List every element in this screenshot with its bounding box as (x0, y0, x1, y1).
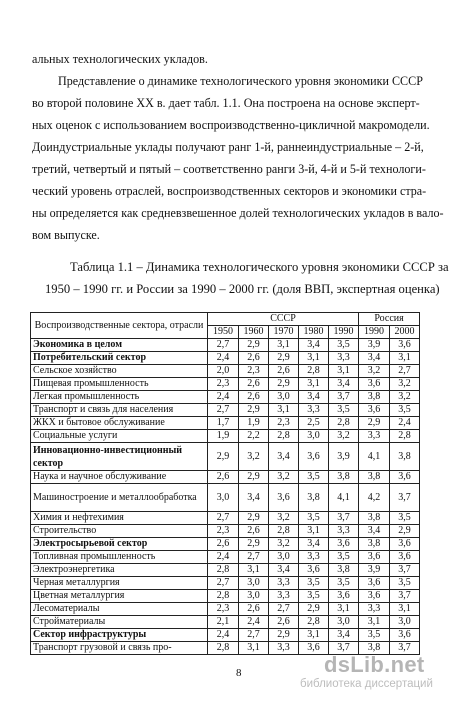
value-cell: 3,4 (269, 443, 299, 471)
sector-name-cell: Строительство (31, 525, 208, 538)
value-cell: 3,6 (359, 577, 390, 590)
value-cell: 3,1 (390, 603, 420, 616)
value-cell: 3,0 (239, 577, 269, 590)
value-cell: 2,3 (239, 365, 269, 378)
value-cell: 3,0 (329, 616, 359, 629)
value-cell: 3,2 (359, 365, 390, 378)
value-cell: 4,2 (359, 484, 390, 512)
value-cell: 2,8 (299, 616, 329, 629)
value-cell: 3,3 (269, 590, 299, 603)
year-header: 1990 (359, 326, 390, 339)
value-cell: 3,5 (359, 629, 390, 642)
value-cell: 3,5 (299, 590, 329, 603)
value-cell: 3,3 (299, 551, 329, 564)
value-cell: 3,6 (359, 378, 390, 391)
sector-name-cell: Наука и научное обслуживание (31, 471, 208, 484)
value-cell: 3,4 (329, 378, 359, 391)
value-cell: 2,9 (269, 629, 299, 642)
value-cell: 3,4 (299, 538, 329, 551)
table-row (31, 512, 420, 525)
value-cell: 3,5 (329, 551, 359, 564)
value-cell: 3,8 (299, 484, 329, 512)
value-cell: 4,1 (359, 443, 390, 471)
value-cell: 3,1 (359, 616, 390, 629)
year-header: 1990 (329, 326, 359, 339)
value-cell: 2,7 (208, 512, 239, 525)
table-row (31, 603, 420, 616)
year-header: 1950 (208, 326, 239, 339)
value-cell: 2,4 (208, 551, 239, 564)
value-cell: 2,8 (329, 417, 359, 430)
value-cell: 2,7 (390, 365, 420, 378)
table-row (31, 339, 420, 352)
table-row (31, 616, 420, 629)
value-cell: 3,1 (299, 629, 329, 642)
value-cell: 3,8 (359, 538, 390, 551)
value-cell: 2,6 (239, 391, 269, 404)
value-cell: 2,6 (269, 616, 299, 629)
sector-name-cell: Легкая промышленность (31, 391, 208, 404)
value-cell: 3,1 (299, 525, 329, 538)
year-header: 1960 (239, 326, 269, 339)
value-cell: 2,9 (390, 525, 420, 538)
value-cell: 3,5 (390, 404, 420, 417)
value-cell: 2,8 (208, 642, 239, 655)
value-cell: 2,9 (239, 538, 269, 551)
table-row (31, 404, 420, 417)
table-caption-line-1: Таблица 1.1 – Динамика технологического уровня экономики СССР за (70, 260, 449, 274)
year-header: 1980 (299, 326, 329, 339)
sector-name-cell: Экономика в целом (31, 339, 208, 352)
value-cell: 3,1 (269, 404, 299, 417)
value-cell: 2,9 (239, 339, 269, 352)
value-cell: 3,8 (359, 471, 390, 484)
table-row (31, 443, 420, 471)
sector-name-cell: Электросырьевой сектор (31, 538, 208, 551)
value-cell: 1,7 (208, 417, 239, 430)
technology-level-table (30, 312, 420, 655)
value-cell: 3,9 (329, 443, 359, 471)
sector-name-cell: Пищевая промышленность (31, 378, 208, 391)
value-cell: 2,7 (208, 577, 239, 590)
value-cell: 3,5 (390, 512, 420, 525)
value-cell: 2,9 (208, 443, 239, 471)
value-cell: 3,6 (390, 551, 420, 564)
table-row (31, 577, 420, 590)
text-line: вом выпуске. (32, 228, 100, 242)
value-cell: 3,5 (329, 339, 359, 352)
value-cell: 2,8 (269, 525, 299, 538)
value-cell: 2,8 (299, 365, 329, 378)
value-cell: 3,6 (390, 629, 420, 642)
sector-name-cell: Инновационно-инвестиционный сектор (31, 443, 208, 471)
value-cell: 3,7 (390, 484, 420, 512)
table-row (31, 525, 420, 538)
value-cell: 2,7 (208, 404, 239, 417)
value-cell: 2,6 (208, 471, 239, 484)
table-row (31, 378, 420, 391)
sector-name-cell: Лесоматериалы (31, 603, 208, 616)
text-line: ны определяется как средневзвешенное долей технологических укладов в вало- (32, 206, 444, 220)
table-row (31, 430, 420, 443)
value-cell: 2,4 (239, 616, 269, 629)
value-cell: 3,7 (390, 590, 420, 603)
value-cell: 3,6 (359, 590, 390, 603)
value-cell: 3,1 (239, 564, 269, 577)
ussr-group-header: СССР (208, 313, 359, 326)
value-cell: 3,2 (269, 512, 299, 525)
value-cell: 2,4 (390, 417, 420, 430)
value-cell: 3,7 (390, 564, 420, 577)
value-cell: 4,1 (329, 484, 359, 512)
value-cell: 2,7 (208, 339, 239, 352)
sector-name-cell: ЖКХ и бытовое обслуживание (31, 417, 208, 430)
page-number: 8 (236, 667, 242, 679)
sector-name-cell: Социальные услуги (31, 430, 208, 443)
sector-name-cell: Машиностроение и металлообработка (31, 484, 208, 512)
value-cell: 2,1 (208, 616, 239, 629)
value-cell: 2,4 (208, 629, 239, 642)
value-cell: 3,1 (329, 603, 359, 616)
value-cell: 3,4 (269, 564, 299, 577)
sector-name-cell: Стройматериалы (31, 616, 208, 629)
value-cell: 2,7 (269, 603, 299, 616)
value-cell: 2,6 (239, 525, 269, 538)
value-cell: 3,2 (269, 538, 299, 551)
value-cell: 3,0 (269, 551, 299, 564)
value-cell: 2,8 (208, 564, 239, 577)
value-cell: 3,5 (299, 512, 329, 525)
value-cell: 3,4 (359, 525, 390, 538)
value-cell: 3,4 (359, 352, 390, 365)
text-line: альных технологических укладов. (32, 52, 208, 66)
value-cell: 3,3 (269, 642, 299, 655)
value-cell: 2,3 (269, 417, 299, 430)
watermark-logo: dsLib.net (324, 652, 425, 677)
watermark-tagline: библиотека диссертаций (300, 678, 433, 690)
value-cell: 3,2 (390, 378, 420, 391)
text-line: ных оценок с использованием воспроизводственно-цикличной макромодели. (32, 118, 430, 132)
value-cell: 3,6 (390, 471, 420, 484)
value-cell: 3,8 (329, 564, 359, 577)
table-row (31, 629, 420, 642)
table-caption-line-2: 1950 – 1990 гг. и России за 1990 – 2000 гг. (доля ВВП, экспертная оценка) (45, 282, 440, 296)
value-cell: 3,1 (390, 352, 420, 365)
value-cell: 3,5 (329, 404, 359, 417)
value-cell: 2,4 (208, 391, 239, 404)
value-cell: 3,1 (299, 378, 329, 391)
value-cell: 3,0 (299, 430, 329, 443)
value-cell: 3,2 (269, 471, 299, 484)
value-cell: 3,1 (269, 339, 299, 352)
value-cell: 3,4 (299, 339, 329, 352)
value-cell: 3,0 (208, 484, 239, 512)
text-line: Доиндустриальные уклады получают ранг 1-й, раннеиндустриальные – 2-й, (32, 140, 424, 154)
value-cell: 2,4 (208, 352, 239, 365)
table-row (31, 538, 420, 551)
value-cell: 3,4 (329, 629, 359, 642)
table-row (31, 471, 420, 484)
value-cell: 3,5 (299, 577, 329, 590)
value-cell: 2,7 (239, 551, 269, 564)
value-cell: 3,9 (359, 564, 390, 577)
table-row (31, 352, 420, 365)
value-cell: 2,5 (299, 417, 329, 430)
value-cell: 3,8 (359, 512, 390, 525)
sector-column-header: Воспроизводственные сектора, отрасли (31, 313, 208, 339)
value-cell: 3,3 (329, 352, 359, 365)
value-cell: 3,6 (329, 538, 359, 551)
table-row (31, 484, 420, 512)
sector-name-cell: Сельское хозяйство (31, 365, 208, 378)
value-cell: 3,6 (359, 404, 390, 417)
value-cell: 3,6 (329, 590, 359, 603)
value-cell: 3,6 (359, 551, 390, 564)
sector-name-cell: Электроэнергетика (31, 564, 208, 577)
value-cell: 2,9 (239, 512, 269, 525)
value-cell: 3,4 (299, 391, 329, 404)
value-cell: 2,8 (269, 430, 299, 443)
value-cell: 3,3 (299, 404, 329, 417)
russia-group-header: Россия (359, 313, 420, 326)
value-cell: 3,1 (329, 365, 359, 378)
value-cell: 2,8 (390, 430, 420, 443)
table-row (31, 365, 420, 378)
text-line: ческий уровень отраслей, воспроизводственных секторов и экономики стра- (32, 184, 427, 198)
value-cell: 3,9 (359, 339, 390, 352)
value-cell: 2,3 (208, 378, 239, 391)
value-cell: 3,5 (329, 577, 359, 590)
value-cell: 3,6 (390, 339, 420, 352)
value-cell: 3,2 (390, 391, 420, 404)
sector-name-cell: Транспорт и связь для населения (31, 404, 208, 417)
value-cell: 1,9 (208, 430, 239, 443)
value-cell: 3,6 (390, 538, 420, 551)
value-cell: 3,7 (390, 642, 420, 655)
table-row (31, 564, 420, 577)
value-cell: 3,6 (299, 443, 329, 471)
value-cell: 2,6 (269, 365, 299, 378)
text-line: третий, четвертый и пятый – соответственно ранги 3-й, 4-й и 5-й технологи- (32, 162, 426, 176)
sector-name-cell: Химия и нефтехимия (31, 512, 208, 525)
value-cell: 3,2 (239, 443, 269, 471)
value-cell: 2,2 (239, 430, 269, 443)
value-cell: 3,1 (299, 352, 329, 365)
value-cell: 3,7 (329, 391, 359, 404)
value-cell: 3,6 (299, 642, 329, 655)
value-cell: 3,8 (390, 443, 420, 471)
value-cell: 3,6 (269, 484, 299, 512)
table-row (31, 551, 420, 564)
value-cell: 3,3 (359, 603, 390, 616)
value-cell: 2,6 (239, 378, 269, 391)
value-cell: 2,3 (208, 525, 239, 538)
value-cell: 3,3 (359, 430, 390, 443)
table-row (31, 391, 420, 404)
value-cell: 3,8 (359, 642, 390, 655)
value-cell: 2,9 (269, 378, 299, 391)
value-cell: 3,0 (239, 590, 269, 603)
value-cell: 2,8 (208, 590, 239, 603)
year-header: 1970 (269, 326, 299, 339)
year-header: 2000 (390, 326, 420, 339)
sector-name-cell: Сектор инфраструктуры (31, 629, 208, 642)
value-cell: 2,6 (239, 352, 269, 365)
value-cell: 3,7 (329, 642, 359, 655)
value-cell: 3,3 (329, 525, 359, 538)
value-cell: 2,6 (239, 603, 269, 616)
value-cell: 3,4 (239, 484, 269, 512)
value-cell: 2,6 (208, 538, 239, 551)
value-cell: 2,9 (239, 404, 269, 417)
value-cell: 3,6 (299, 564, 329, 577)
text-line: во второй половине XX в. дает табл. 1.1. Она построена на основе эксперт- (32, 96, 420, 110)
sector-name-cell: Транспорт грузовой и связь про- (31, 642, 208, 655)
value-cell: 2,9 (269, 352, 299, 365)
table-row (31, 590, 420, 603)
value-cell: 3,0 (269, 391, 299, 404)
value-cell: 2,7 (239, 629, 269, 642)
sector-name-cell: Потребительский сектор (31, 352, 208, 365)
value-cell: 1,9 (239, 417, 269, 430)
value-cell: 2,9 (299, 603, 329, 616)
value-cell: 3,5 (390, 577, 420, 590)
sector-name-cell: Цветная металлургия (31, 590, 208, 603)
value-cell: 2,0 (208, 365, 239, 378)
value-cell: 3,5 (299, 471, 329, 484)
value-cell: 3,2 (329, 430, 359, 443)
value-cell: 2,3 (208, 603, 239, 616)
value-cell: 3,1 (239, 642, 269, 655)
value-cell: 2,9 (239, 471, 269, 484)
value-cell: 3,3 (269, 577, 299, 590)
sector-name-cell: Черная металлургия (31, 577, 208, 590)
text-line: Представление о динамике технологического уровня экономики СССР (58, 74, 423, 88)
value-cell: 2,9 (359, 417, 390, 430)
value-cell: 3,0 (390, 616, 420, 629)
sector-name-cell: Топливная промышленность (31, 551, 208, 564)
value-cell: 3,8 (359, 391, 390, 404)
value-cell: 3,8 (329, 471, 359, 484)
value-cell: 3,7 (329, 512, 359, 525)
watermark (300, 652, 450, 702)
table-row (31, 417, 420, 430)
